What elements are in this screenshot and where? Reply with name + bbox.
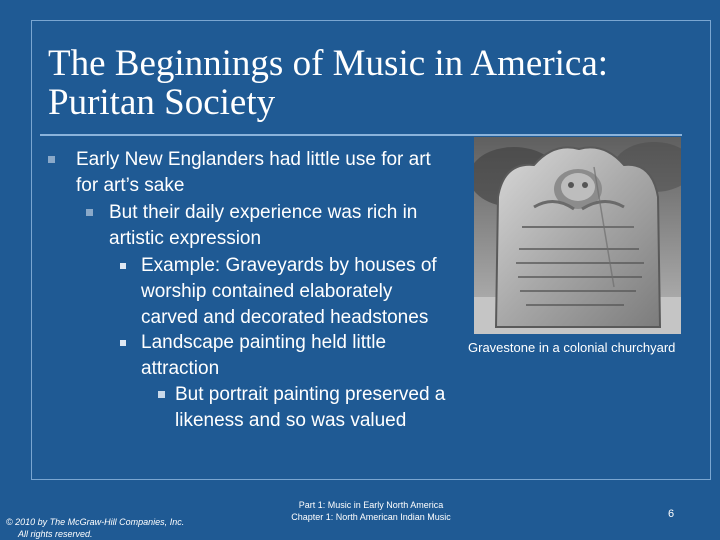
bullet-level4 — [175, 382, 475, 434]
copyright-footer — [6, 516, 184, 540]
bullet-line: artistic expression — [109, 228, 262, 249]
bullet-line: But portrait painting preserved a — [175, 384, 446, 405]
bullet-line: carved and decorated headstones — [141, 307, 429, 328]
bullet-line: for art’s sake — [76, 175, 185, 196]
page-number: 6 — [668, 508, 675, 520]
bullet-line: worship contained elaborately — [141, 281, 393, 302]
bullet-line: Landscape painting held little — [141, 332, 387, 353]
bullet-line: attraction — [141, 358, 220, 379]
chapter-footer — [280, 499, 462, 523]
gravestone-icon — [474, 137, 681, 334]
bullet-line: likeness and so was valued — [175, 410, 407, 431]
bullet-level2 — [109, 200, 469, 252]
title-line-1: The Beginnings of Music in America: — [48, 43, 609, 84]
gravestone-photo — [474, 137, 681, 334]
chapter-label: Chapter 1: North American Indian Music — [291, 512, 451, 522]
bullet-level1 — [76, 147, 466, 199]
copyright-line: All rights reserved. — [18, 529, 93, 539]
bullet-marker-level3 — [120, 340, 126, 346]
bullet-level3 — [141, 330, 471, 382]
part-label: Part 1: Music in Early North America — [298, 500, 444, 510]
title-divider — [40, 134, 682, 136]
bullet-marker-level2 — [86, 209, 93, 216]
bullet-level3 — [141, 253, 471, 331]
image-caption: Gravestone in a colonial churchyard — [468, 340, 676, 355]
title-line-2: Puritan Society — [48, 82, 276, 123]
bullet-line: But their daily experience was rich in — [109, 202, 418, 223]
bullet-marker-level3 — [120, 263, 126, 269]
bullet-line: Early New Englanders had little use for art — [76, 149, 431, 170]
bullet-marker-level1 — [48, 156, 55, 163]
bullet-line: Example: Graveyards by houses of — [141, 255, 437, 276]
slide-title — [48, 44, 688, 122]
copyright-line: © 2010 by The McGraw-Hill Companies, Inc. — [6, 517, 185, 527]
bullet-marker-level4 — [158, 391, 165, 398]
